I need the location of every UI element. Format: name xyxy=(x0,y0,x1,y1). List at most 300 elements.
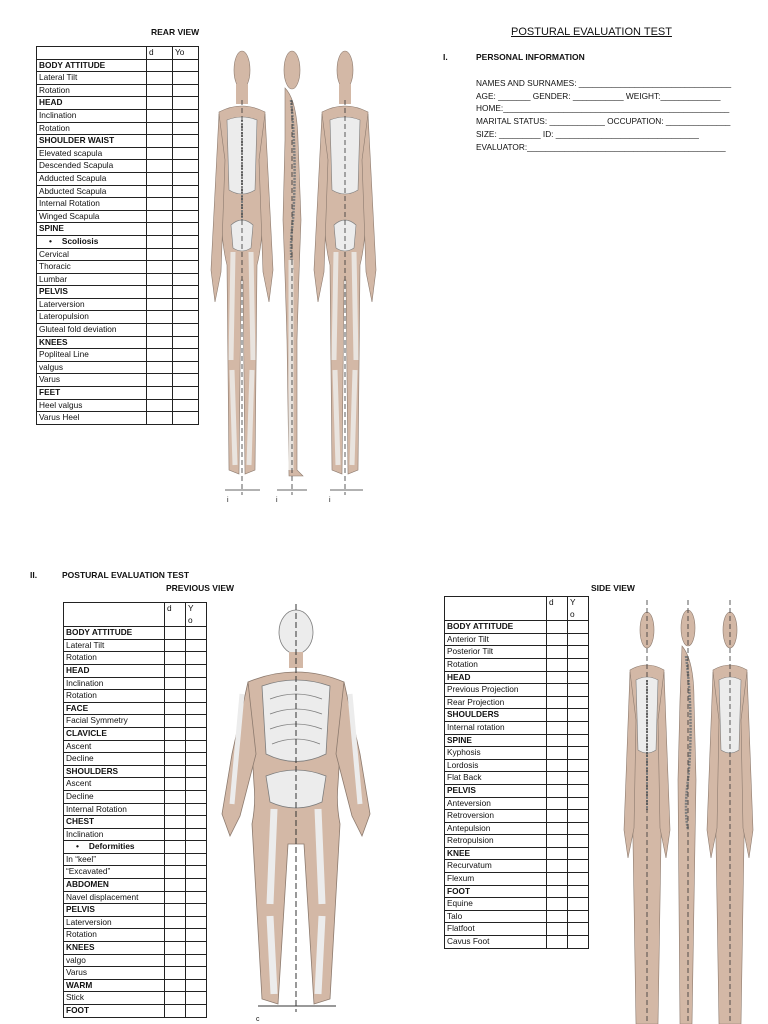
item-label: Retropulsion xyxy=(445,835,547,848)
personal-info-fields xyxy=(476,77,731,153)
rear-figure-mark-1: i xyxy=(227,497,229,504)
yo-checkbox-cell[interactable] xyxy=(173,387,199,400)
d-checkbox-cell[interactable] xyxy=(165,778,186,791)
d-checkbox-cell[interactable] xyxy=(147,185,173,198)
header-label-cell xyxy=(445,597,547,621)
table-row xyxy=(64,992,207,1005)
d-checkbox-cell[interactable] xyxy=(165,740,186,753)
table-row xyxy=(64,904,207,917)
category-header: KNEE xyxy=(445,847,547,860)
item-label: Winged Scapula xyxy=(37,210,147,223)
item-label: Flat Back xyxy=(445,772,547,785)
table-row xyxy=(37,198,199,211)
yo-checkbox-cell[interactable] xyxy=(186,916,207,929)
names-field[interactable]: NAMES AND SURNAMES: _________________________________ xyxy=(476,78,732,88)
d-checkbox-cell[interactable] xyxy=(147,311,173,324)
d-checkbox-cell[interactable] xyxy=(165,677,186,690)
yo-checkbox-cell[interactable] xyxy=(173,223,199,236)
yo-checkbox-cell[interactable] xyxy=(568,684,589,697)
yo-checkbox-cell[interactable] xyxy=(173,399,199,412)
yo-checkbox-cell[interactable] xyxy=(173,412,199,425)
d-checkbox-cell[interactable] xyxy=(147,361,173,374)
d-checkbox-cell[interactable] xyxy=(165,992,186,1005)
d-checkbox-cell[interactable] xyxy=(165,664,186,677)
item-label: Decline xyxy=(64,790,165,803)
yo-checkbox-cell[interactable] xyxy=(186,942,207,955)
size-id-field[interactable]: SIZE: _________ ID: _______________________________ xyxy=(476,128,699,139)
yo-checkbox-cell[interactable] xyxy=(186,652,207,665)
d-checkbox-cell[interactable] xyxy=(547,747,568,760)
table-row xyxy=(64,778,207,791)
d-checkbox-cell[interactable] xyxy=(165,904,186,917)
d-checkbox-cell[interactable] xyxy=(147,135,173,148)
d-checkbox-cell[interactable] xyxy=(147,235,173,248)
d-checkbox-cell[interactable] xyxy=(547,671,568,684)
item-label: Varus xyxy=(64,967,165,980)
table-row xyxy=(64,929,207,942)
table-row xyxy=(64,727,207,740)
anterior-skeleton-figure xyxy=(314,51,376,495)
table-row xyxy=(37,109,199,122)
item-label: Kyphosis xyxy=(445,747,547,760)
table-row xyxy=(445,696,589,709)
table-row xyxy=(37,261,199,274)
d-checkbox-cell[interactable] xyxy=(147,412,173,425)
d-checkbox-cell[interactable] xyxy=(547,772,568,785)
rear-figure-mark-3: i xyxy=(329,497,331,504)
item-label: Lateral Tilt xyxy=(37,72,147,85)
table-row xyxy=(37,210,199,223)
yo-checkbox-cell[interactable] xyxy=(173,97,199,110)
bullet-label: Scoliosis xyxy=(61,235,99,246)
category-header: HEAD xyxy=(445,671,547,684)
yo-checkbox-cell[interactable] xyxy=(186,639,207,652)
d-checkbox-cell[interactable] xyxy=(547,835,568,848)
yo-checkbox-cell[interactable] xyxy=(186,664,207,677)
table-row xyxy=(64,677,207,690)
yo-checkbox-cell[interactable] xyxy=(186,904,207,917)
yo-checkbox-cell[interactable] xyxy=(186,790,207,803)
yo-checkbox-cell[interactable] xyxy=(568,847,589,860)
yo-checkbox-cell[interactable] xyxy=(186,740,207,753)
yo-checkbox-cell[interactable] xyxy=(568,860,589,873)
item-label: Descended Scapula xyxy=(37,160,147,173)
header-d: d xyxy=(547,597,568,621)
d-checkbox-cell[interactable] xyxy=(165,816,186,829)
item-label: Heel valgus xyxy=(37,399,147,412)
d-checkbox-cell[interactable] xyxy=(165,967,186,980)
d-checkbox-cell[interactable] xyxy=(547,822,568,835)
d-checkbox-cell[interactable] xyxy=(147,349,173,362)
table-row xyxy=(37,97,199,110)
table-row xyxy=(37,160,199,173)
d-checkbox-cell[interactable] xyxy=(165,790,186,803)
table-header-row xyxy=(64,603,207,627)
table-row xyxy=(64,979,207,992)
yo-checkbox-cell[interactable] xyxy=(186,929,207,942)
table-row xyxy=(37,273,199,286)
front-view-figure xyxy=(218,604,378,1014)
yo-checkbox-cell[interactable] xyxy=(173,261,199,274)
item-label: Lateral Tilt xyxy=(64,639,165,652)
yo-checkbox-cell[interactable] xyxy=(173,135,199,148)
table-row xyxy=(445,721,589,734)
d-checkbox-cell[interactable] xyxy=(147,97,173,110)
bullet-label: Deformities xyxy=(88,841,135,852)
yo-checkbox-cell[interactable] xyxy=(568,873,589,886)
item-label: Anterior Tilt xyxy=(445,633,547,646)
bullet-icon: • xyxy=(49,235,52,246)
d-checkbox-cell[interactable] xyxy=(547,658,568,671)
yo-checkbox-cell[interactable] xyxy=(186,627,207,640)
yo-checkbox-cell[interactable] xyxy=(568,696,589,709)
item-label: Retroversion xyxy=(445,810,547,823)
header-d: d xyxy=(165,603,186,627)
item-label: Lateropulsion xyxy=(37,311,147,324)
yo-checkbox-cell[interactable] xyxy=(568,835,589,848)
table-row xyxy=(37,399,199,412)
posterior-skeleton-figure xyxy=(624,600,670,1024)
d-checkbox-cell[interactable] xyxy=(547,847,568,860)
category-header: HEAD xyxy=(37,97,147,110)
d-checkbox-cell[interactable] xyxy=(147,59,173,72)
section-1-title: PERSONAL INFORMATION xyxy=(476,52,585,62)
header-d: d xyxy=(147,47,173,60)
yo-checkbox-cell[interactable] xyxy=(186,778,207,791)
d-checkbox-cell[interactable] xyxy=(165,879,186,892)
yo-checkbox-cell[interactable] xyxy=(186,954,207,967)
d-checkbox-cell[interactable] xyxy=(165,702,186,715)
d-checkbox-cell[interactable] xyxy=(147,147,173,160)
lateral-skeleton-figure xyxy=(277,51,307,495)
category-header: FOOT xyxy=(64,1005,165,1018)
table-row xyxy=(64,828,207,841)
lateral-skeleton-figure xyxy=(678,600,696,1024)
category-header: FOOT xyxy=(445,885,547,898)
d-checkbox-cell[interactable] xyxy=(165,727,186,740)
d-checkbox-cell[interactable] xyxy=(165,715,186,728)
age-gender-weight-field[interactable]: AGE: _______ GENDER: ___________ WEIGHT:_____________ xyxy=(476,90,721,101)
d-checkbox-cell[interactable] xyxy=(165,942,186,955)
yo-checkbox-cell[interactable] xyxy=(173,336,199,349)
d-checkbox-cell[interactable] xyxy=(147,324,173,337)
d-checkbox-cell[interactable] xyxy=(147,248,173,261)
yo-checkbox-cell[interactable] xyxy=(173,160,199,173)
d-checkbox-cell[interactable] xyxy=(165,803,186,816)
table-row xyxy=(37,387,199,400)
d-checkbox-cell[interactable] xyxy=(147,223,173,236)
yo-checkbox-cell[interactable] xyxy=(568,658,589,671)
yo-checkbox-cell[interactable] xyxy=(568,910,589,923)
table-row xyxy=(64,891,207,904)
table-row xyxy=(445,709,589,722)
side-view-title: SIDE VIEW xyxy=(591,583,635,593)
d-checkbox-cell[interactable] xyxy=(165,1005,186,1018)
yo-checkbox-cell[interactable] xyxy=(568,784,589,797)
item-label: Anteversion xyxy=(445,797,547,810)
yo-checkbox-cell[interactable] xyxy=(568,709,589,722)
d-checkbox-cell[interactable] xyxy=(147,336,173,349)
yo-checkbox-cell[interactable] xyxy=(186,727,207,740)
header-label-cell xyxy=(64,603,165,627)
d-checkbox-cell[interactable] xyxy=(165,853,186,866)
yo-checkbox-cell[interactable] xyxy=(173,147,199,160)
yo-checkbox-cell[interactable] xyxy=(186,879,207,892)
d-checkbox-cell[interactable] xyxy=(547,860,568,873)
d-checkbox-cell[interactable] xyxy=(547,810,568,823)
yo-checkbox-cell[interactable] xyxy=(568,646,589,659)
table-row xyxy=(445,822,589,835)
d-checkbox-cell[interactable] xyxy=(165,979,186,992)
d-checkbox-cell[interactable] xyxy=(147,298,173,311)
category-header: CLAVICLE xyxy=(64,727,165,740)
item-label: Elevated scapula xyxy=(37,147,147,160)
yo-checkbox-cell[interactable] xyxy=(186,803,207,816)
yo-checkbox-cell[interactable] xyxy=(173,311,199,324)
side-view-table xyxy=(444,596,589,949)
table-row xyxy=(64,916,207,929)
d-checkbox-cell[interactable] xyxy=(147,273,173,286)
yo-checkbox-cell[interactable] xyxy=(186,866,207,879)
table-row xyxy=(445,860,589,873)
d-checkbox-cell[interactable] xyxy=(165,828,186,841)
home-field[interactable]: HOME:_________________________________________________ xyxy=(476,103,730,114)
d-checkbox-cell[interactable] xyxy=(165,753,186,766)
category-header: CHEST xyxy=(64,816,165,829)
category-header: BODY ATTITUDE xyxy=(37,59,147,72)
yo-checkbox-cell[interactable] xyxy=(173,235,199,248)
d-checkbox-cell[interactable] xyxy=(147,374,173,387)
yo-checkbox-cell[interactable] xyxy=(173,59,199,72)
yo-checkbox-cell[interactable] xyxy=(568,633,589,646)
yo-checkbox-cell[interactable] xyxy=(568,898,589,911)
d-checkbox-cell[interactable] xyxy=(147,198,173,211)
yo-checkbox-cell[interactable] xyxy=(568,797,589,810)
marital-occupation-field[interactable]: MARITAL STATUS: ____________ OCCUPATION: ______________ xyxy=(476,116,731,127)
d-checkbox-cell[interactable] xyxy=(547,784,568,797)
d-checkbox-cell[interactable] xyxy=(147,387,173,400)
d-checkbox-cell[interactable] xyxy=(147,399,173,412)
bullet-item xyxy=(37,235,147,248)
category-header: PELVIS xyxy=(37,286,147,299)
table-row xyxy=(64,853,207,866)
yo-checkbox-cell[interactable] xyxy=(173,84,199,97)
table-row xyxy=(37,122,199,135)
yo-checkbox-cell[interactable] xyxy=(568,721,589,734)
category-header: SPINE xyxy=(445,734,547,747)
item-label: Cervical xyxy=(37,248,147,261)
yo-checkbox-cell[interactable] xyxy=(173,122,199,135)
yo-checkbox-cell[interactable] xyxy=(568,923,589,936)
yo-checkbox-cell[interactable] xyxy=(186,992,207,1005)
category-header: KNEES xyxy=(37,336,147,349)
item-label: valgus xyxy=(37,361,147,374)
yo-checkbox-cell[interactable] xyxy=(186,841,207,854)
yo-checkbox-cell[interactable] xyxy=(173,361,199,374)
yo-checkbox-cell[interactable] xyxy=(173,172,199,185)
yo-checkbox-cell[interactable] xyxy=(568,810,589,823)
d-checkbox-cell[interactable] xyxy=(165,652,186,665)
d-checkbox-cell[interactable] xyxy=(147,122,173,135)
item-label: Cavus Foot xyxy=(445,936,547,949)
table-row xyxy=(64,954,207,967)
yo-checkbox-cell[interactable] xyxy=(568,621,589,634)
d-checkbox-cell[interactable] xyxy=(165,690,186,703)
d-checkbox-cell[interactable] xyxy=(165,929,186,942)
yo-checkbox-cell[interactable] xyxy=(173,109,199,122)
d-checkbox-cell[interactable] xyxy=(547,709,568,722)
d-checkbox-cell[interactable] xyxy=(547,885,568,898)
yo-checkbox-cell[interactable] xyxy=(568,822,589,835)
table-row xyxy=(64,841,207,854)
d-checkbox-cell[interactable] xyxy=(165,639,186,652)
table-row xyxy=(64,942,207,955)
d-checkbox-cell[interactable] xyxy=(147,109,173,122)
rear-figure-mark-2: i xyxy=(276,497,278,504)
table-row xyxy=(64,967,207,980)
d-checkbox-cell[interactable] xyxy=(547,633,568,646)
table-row xyxy=(64,790,207,803)
d-checkbox-cell[interactable] xyxy=(165,916,186,929)
yo-checkbox-cell[interactable] xyxy=(186,816,207,829)
header-yo: Yo xyxy=(173,47,199,60)
d-checkbox-cell[interactable] xyxy=(165,765,186,778)
item-label: Thoracic xyxy=(37,261,147,274)
d-checkbox-cell[interactable] xyxy=(547,898,568,911)
yo-checkbox-cell[interactable] xyxy=(173,198,199,211)
d-checkbox-cell[interactable] xyxy=(547,910,568,923)
d-checkbox-cell[interactable] xyxy=(547,873,568,886)
yo-checkbox-cell[interactable] xyxy=(173,349,199,362)
table-row xyxy=(37,72,199,85)
posterior-skeleton-figure xyxy=(211,51,273,495)
d-checkbox-cell[interactable] xyxy=(547,923,568,936)
d-checkbox-cell[interactable] xyxy=(165,954,186,967)
table-row xyxy=(64,690,207,703)
yo-checkbox-cell[interactable] xyxy=(568,759,589,772)
d-checkbox-cell[interactable] xyxy=(547,621,568,634)
table-row xyxy=(445,810,589,823)
table-row xyxy=(64,866,207,879)
yo-checkbox-cell[interactable] xyxy=(186,677,207,690)
table-row xyxy=(445,873,589,886)
d-checkbox-cell[interactable] xyxy=(547,759,568,772)
item-label: Rotation xyxy=(445,658,547,671)
table-row xyxy=(64,816,207,829)
d-checkbox-cell[interactable] xyxy=(547,684,568,697)
d-checkbox-cell[interactable] xyxy=(147,84,173,97)
yo-checkbox-cell[interactable] xyxy=(568,747,589,760)
previous-view-table xyxy=(63,602,207,1018)
table-row xyxy=(37,311,199,324)
frontal-skeleton-figure xyxy=(222,604,370,1012)
item-label: “Excavated” xyxy=(64,866,165,879)
d-checkbox-cell[interactable] xyxy=(547,797,568,810)
d-checkbox-cell[interactable] xyxy=(165,866,186,879)
item-label: Stick xyxy=(64,992,165,1005)
yo-checkbox-cell[interactable] xyxy=(186,690,207,703)
d-checkbox-cell[interactable] xyxy=(165,627,186,640)
yo-checkbox-cell[interactable] xyxy=(173,72,199,85)
yo-checkbox-cell[interactable] xyxy=(173,374,199,387)
item-label: Gluteal fold deviation xyxy=(37,324,147,337)
item-label: In “keel” xyxy=(64,853,165,866)
yo-checkbox-cell[interactable] xyxy=(568,734,589,747)
yo-checkbox-cell[interactable] xyxy=(186,715,207,728)
yo-checkbox-cell[interactable] xyxy=(173,324,199,337)
item-label: Recurvatum xyxy=(445,860,547,873)
yo-checkbox-cell[interactable] xyxy=(186,979,207,992)
table-row xyxy=(64,765,207,778)
yo-checkbox-cell[interactable] xyxy=(173,298,199,311)
evaluator-field[interactable]: EVALUATOR:___________________________________________ xyxy=(476,141,726,152)
yo-checkbox-cell[interactable] xyxy=(186,828,207,841)
category-header: FACE xyxy=(64,702,165,715)
yo-checkbox-cell[interactable] xyxy=(186,853,207,866)
table-row xyxy=(37,223,199,236)
table-row xyxy=(64,652,207,665)
item-label: Rear Projection xyxy=(445,696,547,709)
page-title: POSTURAL EVALUATION TEST xyxy=(511,26,672,38)
yo-checkbox-cell[interactable] xyxy=(173,210,199,223)
table-row xyxy=(37,84,199,97)
yo-checkbox-cell[interactable] xyxy=(186,891,207,904)
d-checkbox-cell[interactable] xyxy=(165,891,186,904)
item-label: Flatfoot xyxy=(445,923,547,936)
table-row xyxy=(445,621,589,634)
yo-checkbox-cell[interactable] xyxy=(173,273,199,286)
d-checkbox-cell[interactable] xyxy=(547,646,568,659)
category-header: BODY ATTITUDE xyxy=(64,627,165,640)
yo-checkbox-cell[interactable] xyxy=(186,1005,207,1018)
d-checkbox-cell[interactable] xyxy=(147,160,173,173)
yo-checkbox-cell[interactable] xyxy=(173,286,199,299)
table-row xyxy=(37,412,199,425)
table-row xyxy=(64,627,207,640)
yo-checkbox-cell[interactable] xyxy=(186,967,207,980)
yo-checkbox-cell[interactable] xyxy=(186,753,207,766)
table-row xyxy=(445,646,589,659)
table-row xyxy=(64,740,207,753)
d-checkbox-cell[interactable] xyxy=(547,734,568,747)
item-label: Equine xyxy=(445,898,547,911)
yo-checkbox-cell[interactable] xyxy=(568,772,589,785)
item-label: Inclination xyxy=(64,677,165,690)
table-row xyxy=(445,797,589,810)
yo-checkbox-cell[interactable] xyxy=(568,885,589,898)
d-checkbox-cell[interactable] xyxy=(547,721,568,734)
d-checkbox-cell[interactable] xyxy=(547,936,568,949)
d-checkbox-cell[interactable] xyxy=(147,210,173,223)
yo-checkbox-cell[interactable] xyxy=(173,185,199,198)
d-checkbox-cell[interactable] xyxy=(147,261,173,274)
d-checkbox-cell[interactable] xyxy=(165,841,186,854)
category-header: SHOULDERS xyxy=(445,709,547,722)
yo-checkbox-cell[interactable] xyxy=(568,671,589,684)
d-checkbox-cell[interactable] xyxy=(147,172,173,185)
item-label: Varus xyxy=(37,374,147,387)
rear-view-title: REAR VIEW xyxy=(151,27,200,37)
yo-checkbox-cell[interactable] xyxy=(568,936,589,949)
yo-checkbox-cell[interactable] xyxy=(186,765,207,778)
yo-checkbox-cell[interactable] xyxy=(173,248,199,261)
table-row xyxy=(445,847,589,860)
yo-checkbox-cell[interactable] xyxy=(186,702,207,715)
d-checkbox-cell[interactable] xyxy=(147,286,173,299)
item-label: Internal Rotation xyxy=(37,198,147,211)
d-checkbox-cell[interactable] xyxy=(147,72,173,85)
d-checkbox-cell[interactable] xyxy=(547,696,568,709)
